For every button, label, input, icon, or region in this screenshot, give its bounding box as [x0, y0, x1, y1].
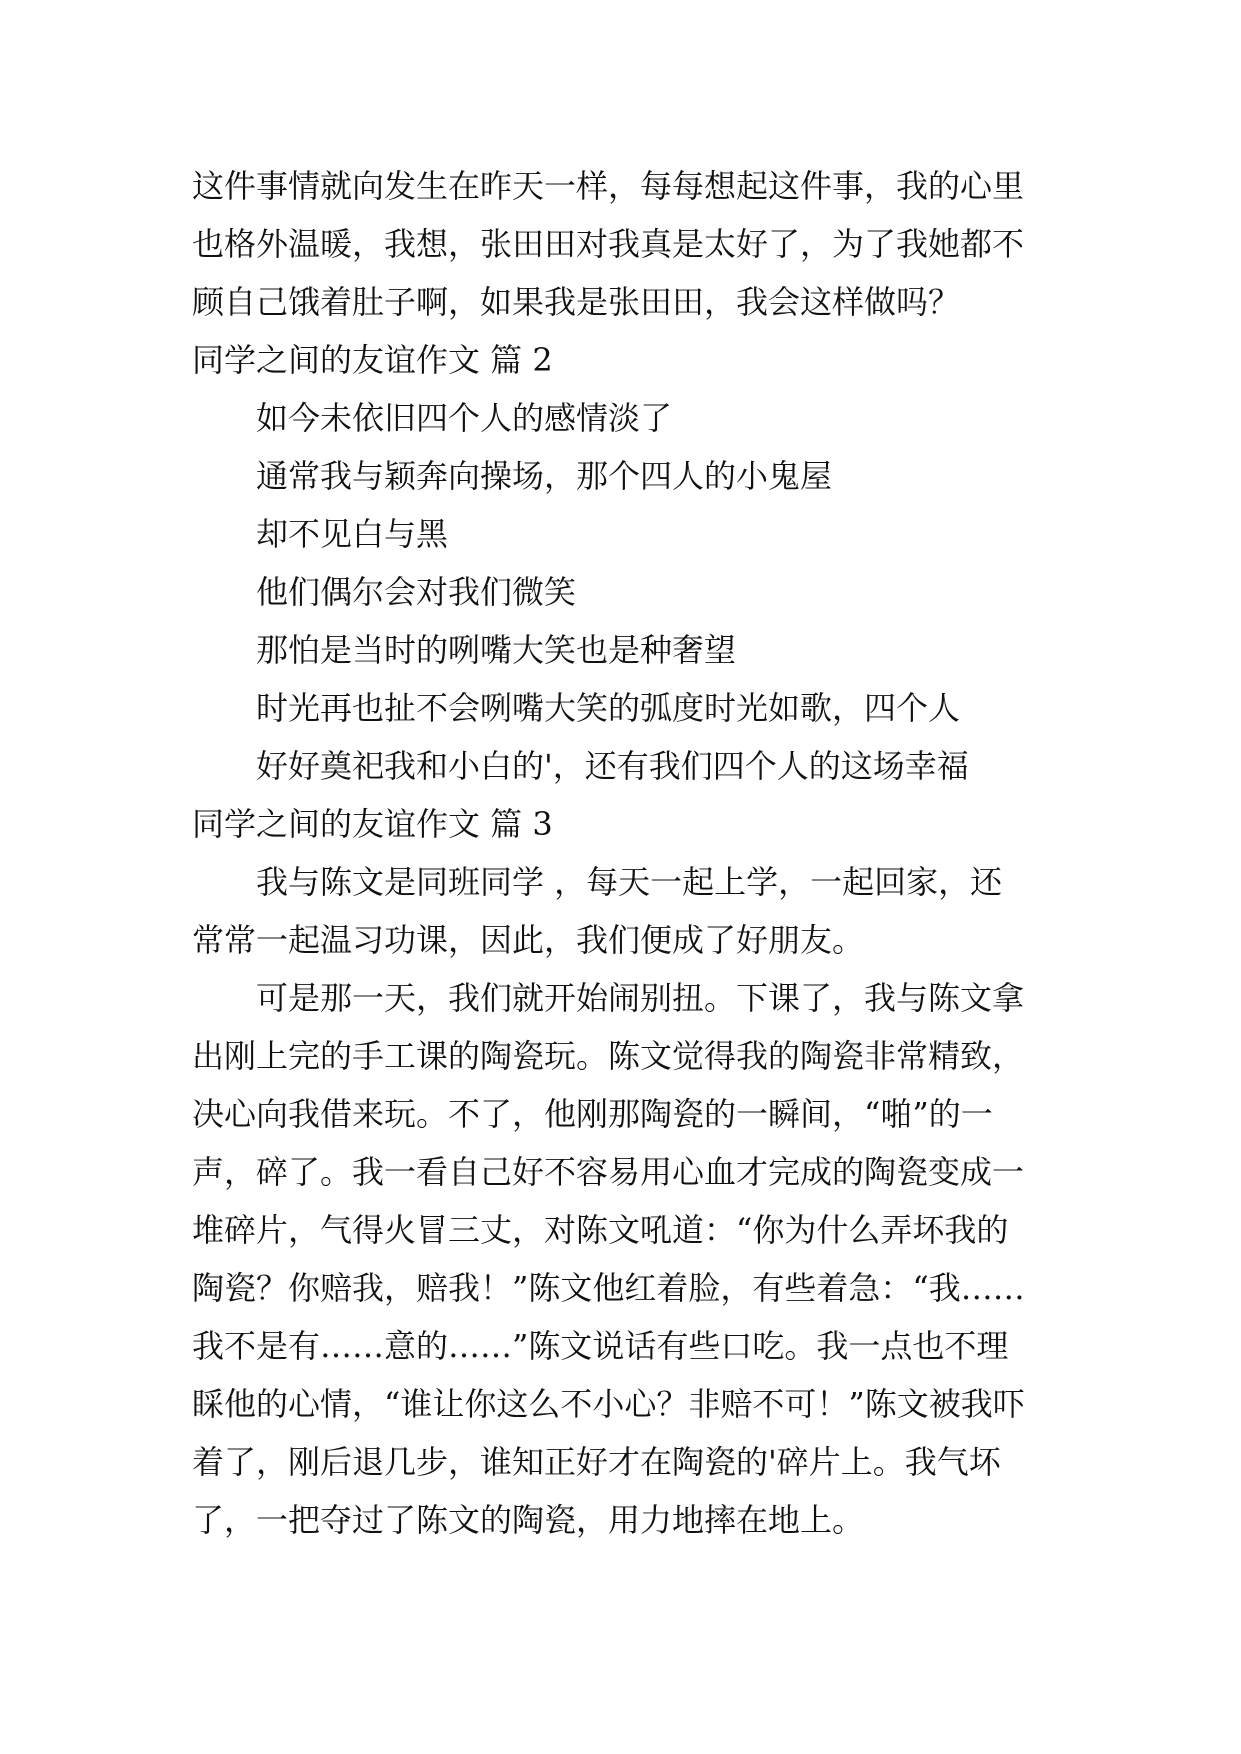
paragraph-line: 决心向我借来玩。不了，他刚那陶瓷的一瞬间，“啪”的一 — [192, 1095, 993, 1133]
text-line: 也格外温暖，我想，张田田对我真是太好了，为了我她都不 — [192, 225, 1025, 263]
paragraph-line: 声，碎了。我一看自己好不容易用心血才完成的陶瓷变成一 — [192, 1153, 1025, 1191]
paragraph-line: 着了，刚后退几步，谁知正好才在陶瓷的'碎片上。我气坏 — [192, 1443, 1001, 1481]
poem-line: 他们偶尔会对我们微笑 — [256, 573, 577, 611]
text-line: 这件事情就向发生在昨天一样，每每想起这件事，我的心里 — [192, 167, 1025, 205]
text-line: 顾自己饿着肚子啊，如果我是张田田，我会这样做吗？ — [192, 283, 961, 321]
paragraph-line: 可是那一天，我们就开始闹别扭。下课了，我与陈文拿 — [256, 979, 1025, 1017]
paragraph-line: 我与陈文是同班同学 ，每天一起上学，一起回家，还 — [256, 863, 1003, 901]
paragraph-line: 堆碎片，气得火冒三丈，对陈文吼道：“你为什么弄坏我的 — [192, 1211, 1009, 1249]
poem-line: 如今未依旧四个人的感情淡了 — [256, 399, 673, 437]
paragraph-line: 陶瓷？你赔我，赔我！”陈文他红着脸，有些着急：“我…… — [192, 1269, 1025, 1307]
poem-line: 通常我与颖奔向操场，那个四人的小鬼屋 — [256, 457, 833, 495]
poem-line: 却不见白与黑 — [256, 515, 449, 553]
paragraph-line: 出刚上完的手工课的陶瓷玩。陈文觉得我的陶瓷非常精致， — [192, 1037, 1025, 1075]
paragraph-line: 了，一把夺过了陈文的陶瓷，用力地摔在地上。 — [192, 1501, 865, 1539]
paragraph-line: 睬他的心情，“谁让你这么不小心？非赔不可！”陈文被我吓 — [192, 1385, 1025, 1423]
poem-line: 好好奠祀我和小白的'，还有我们四个人的这场幸福 — [256, 747, 969, 785]
poem-line: 时光再也扯不会咧嘴大笑的弧度时光如歌，四个人 — [256, 689, 961, 727]
paragraph-line: 我不是有……意的……”陈文说话有些口吃。我一点也不理 — [192, 1327, 1009, 1365]
section-heading: 同学之间的友谊作文 篇 2 — [192, 341, 553, 379]
section-heading: 同学之间的友谊作文 篇 3 — [192, 805, 553, 843]
poem-line: 那怕是当时的咧嘴大笑也是种奢望 — [256, 631, 737, 669]
paragraph-line: 常常一起温习功课，因此，我们便成了好朋友。 — [192, 921, 865, 959]
